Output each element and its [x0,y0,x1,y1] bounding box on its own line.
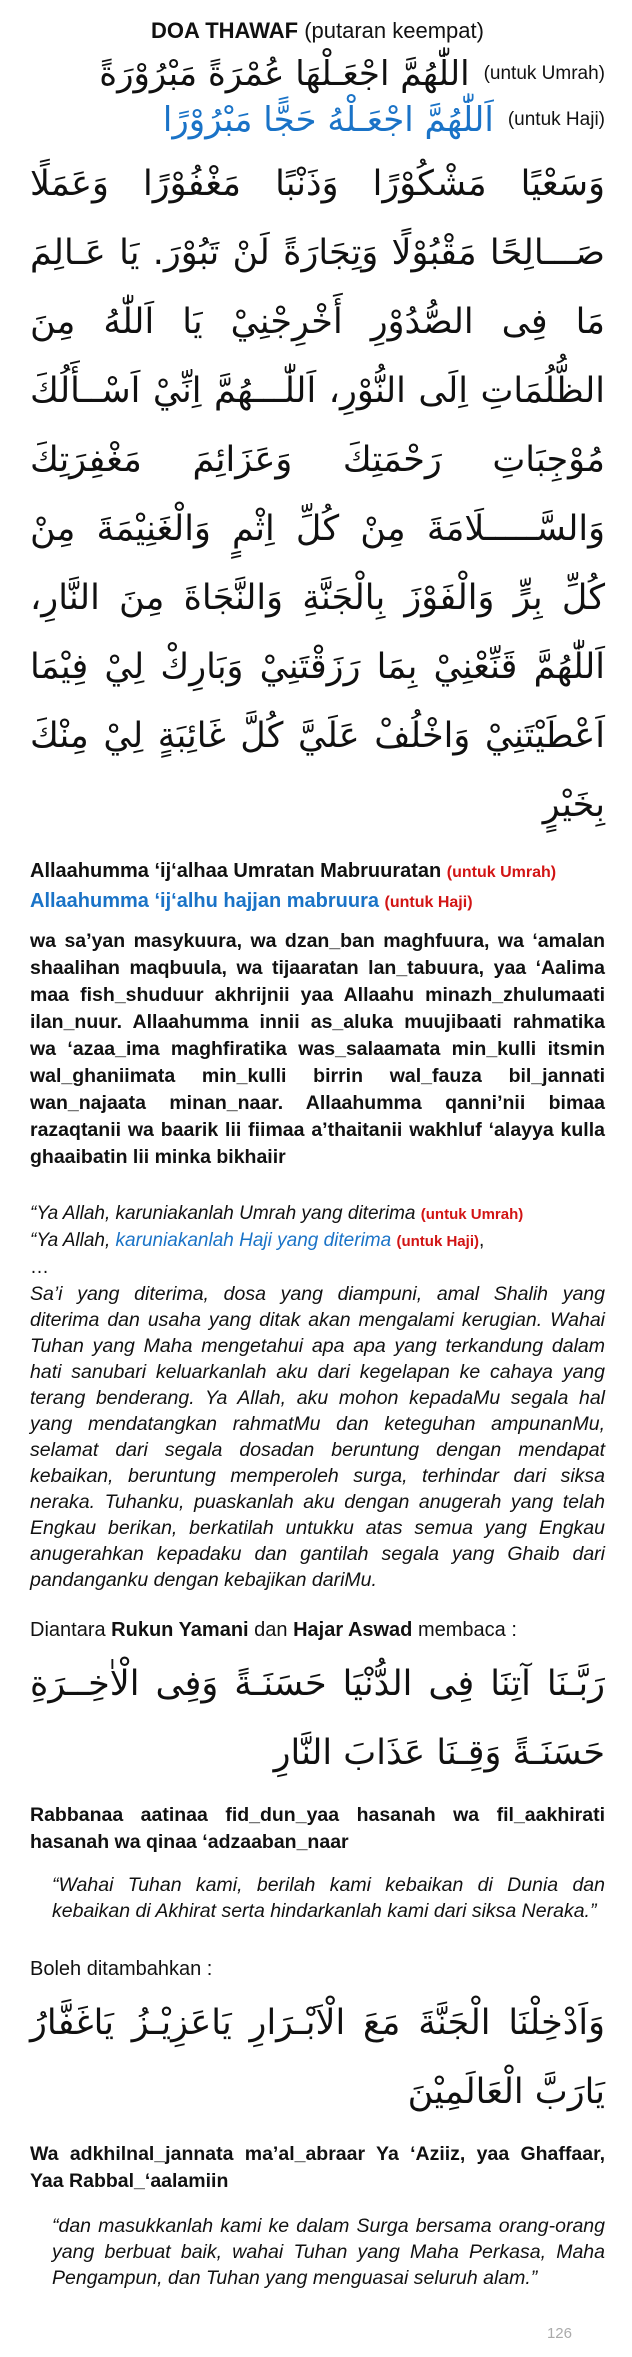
meaning-umrah [30,1201,605,1228]
meaning-adkhilna: “dan masukkanlah kami ke dalam Surga bersama orang-orang yang berbuat baik, wahai Tuhan yang Maha Perkasa, Maha Pengampun, dan Tuhan yang menguasai seluruh alam.” [52,2215,605,2289]
translit-haji-text: Allaahumma ‘ij‘alhu hajjan mabruura [30,890,385,912]
page-number: 126 [546,2325,572,2342]
meaning-haji-tag: (untuk Haji) [396,1233,479,1250]
meaning-main: Sa’i yang diterima, dosa yang diampuni, amal Shalih yang diterima dan usaha yang ditak akan mengalami kerugian. Wahai Tuhan yang Maha mengetahui apa apa yang terkandung dalam hati sanubari keluarkanlah aku dari kegelapan ke cahaya yang terang benderang. Ya Allah, aku mohon kepadaMu segala hal yang mendatangkan rahmatMu dan keteguhan ampunanMu, selamat dari segala dosadan beruntung dengan mendapat kebaikan, beruntung memperoleh surga, terhindar dari siksa neraka. Tuhanku, puaskanlah aku dengan anugerah yang telah Engkau berikan, berkatilah untukku atas semua yang Engkau anugerahkan kepadaku dan gantilah segala yang Ghaib dari pandanganku dengan kebajikan dariMu. [30,1283,605,1591]
section1-prefix: Diantara [30,1619,112,1641]
umrah-arabic: اللّٰهُمَّ اجْعَـلْهَا عُمْرَةً مَبْرُوْرَةً [99,54,470,94]
translit-umrah-text: Allaahumma ‘ij‘alhaa Umratan Mabruuratan [30,860,447,882]
meaning-haji-text: karuniakanlah Haji yang diterima [115,1230,397,1251]
haji-label: (untuk Haji) [507,109,605,130]
meaning-haji-suffix: , [478,1230,485,1251]
arabic-main-prayer: وَسَعْيًا مَشْكُوْرًا وَذَنْبًا مَغْفُوْرًا وَعَمَلًا صَـــالِحًا مَقْبُوْلًا وَتِجَارَةً لَنْ تَبُوْرَ. يَا عَـالِمَ مَا فِى الصُّدُوْرِ أَخْرِجْنِيْ يَا اَللّٰهُ مِنَ الظُّلُمَاتِ اِلَى النُّوْرِ، اَللّٰـــهُمَّ اِنِّيْ اَسْــأَلُكَ مُوْجِبَاتِ رَحْمَتِكَ وَعَزَائِمَ مَغْفِرَتِكَ وَالسَّـــــلَامَةَ مِنْ كُلِّ اِثْمٍ وَالْغَنِيْمَةَ مِنْ كُلِّ بِرٍّ وَالْفَوْزَ بِالْجَنَّةِ وَالنَّجَاةَ مِنَ النَّارِ، اَللّٰهُمَّ قَنِّعْنِيْ بِمَا رَزَقْتَنِيْ وَبَارِكْ لِيْ فِيْمَا اَعْطَيْتَنِيْ وَاخْلُفْ عَلَيَّ كُلَّ غَائِبَةٍ لِيْ مِنْكَ بِخَيْرٍ [30,164,605,825]
meaning-umrah-text: “Ya Allah, karuniakanlah Umrah yang diterima [30,1203,421,1224]
title-rest: (putaran keempat) [298,18,484,43]
translit-rabbana: Rabbanaa aatinaa fid_dun_yaa hasanah wa fil_aakhirati hasanah wa qinaa ‘adzaaban_naar [30,1804,605,1853]
meaning-haji-prefix: “Ya Allah, [30,1230,116,1251]
meaning-umrah-tag: (untuk Umrah) [420,1206,524,1223]
haji-arabic-row [30,100,605,140]
translit-umrah-tag: (untuk Umrah) [446,864,557,881]
umrah-label: (untuk Umrah) [483,63,605,84]
section1-hajar-aswad: Hajar Aswad [293,1619,413,1641]
section1-suffix: membaca : [412,1619,517,1641]
page-title [30,18,605,44]
translit-adkhilna: Wa adkhilnal_jannata ma’al_abraar Ya ‘Aziiz, yaa Ghaffaar, Yaa Rabbal_‘aalamiin [30,2143,605,2192]
title-bold: DOA THAWAF [151,18,299,43]
meaning-rabbana: “Wahai Tuhan kami, berilah kami kebaikan di Dunia dan kebaikan di Akhirat serta hindarkanlah kami dari siksa Neraka.” [52,1874,605,1922]
translit-umrah [30,858,605,886]
section-boleh-ditambahkan: Boleh ditambahkan : [30,1958,213,1980]
arabic-adkhilna: وَاَدْخِلْنَا الْجَنَّةَ مَعَ الْاَبْـرَارِ يَاعَزِيْـزُ يَاغَفَّارُ يَارَبَّ الْعَالَمِيْنَ [30,2003,605,2112]
translit-haji [30,888,605,916]
haji-arabic: اَللّٰهُمَّ اجْعَـلْهُ حَجًّا مَبْرُوْرًا [162,100,494,140]
umrah-arabic-row [30,54,605,94]
doa-page [30,18,605,2291]
meaning-haji [30,1228,605,1255]
arabic-rabbana: رَبَّـنَا آتِنَا فِى الدُّنْيَا حَسَنَـةً وَفِى الْاٰخِــرَةِ حَسَنَـةً وَقِـنَا عَذَابَ النَّارِ [30,1664,605,1773]
translit-haji-tag: (untuk Haji) [384,894,473,911]
section1-mid: dan [248,1619,294,1641]
translit-main: wa sa’yan masykuura, wa dzan_ban maghfuura, wa ‘amalan shaalihan maqbuula, wa tijaaratan lan_tabuura, yaa ‘Aalima maa fish_shuduur akhrijnii yaa Allaahu minazh_zhulumaati ilan_nuur. Allaahumma innii as_aluka muujibaati rahmatika wa ‘azaa_ima maghfiratika was_salaamata min_kulli itsmin wal_ghaniimata min_kulli birrin wal_fauza bil_jannati wan_najaata minan_naar. Allaahumma qanni’nii bimaa razaqtanii wa baarik lii fiimaa a’thaitanii wakhluf ‘alayya kulla ghaaibatin lii minka bikhaiir [30,930,605,1168]
section1-rukun-yamani: Rukun Yamani [111,1619,249,1641]
meaning-ellipsis: … [30,1257,49,1278]
section-rukun-yamani [30,1619,605,1642]
